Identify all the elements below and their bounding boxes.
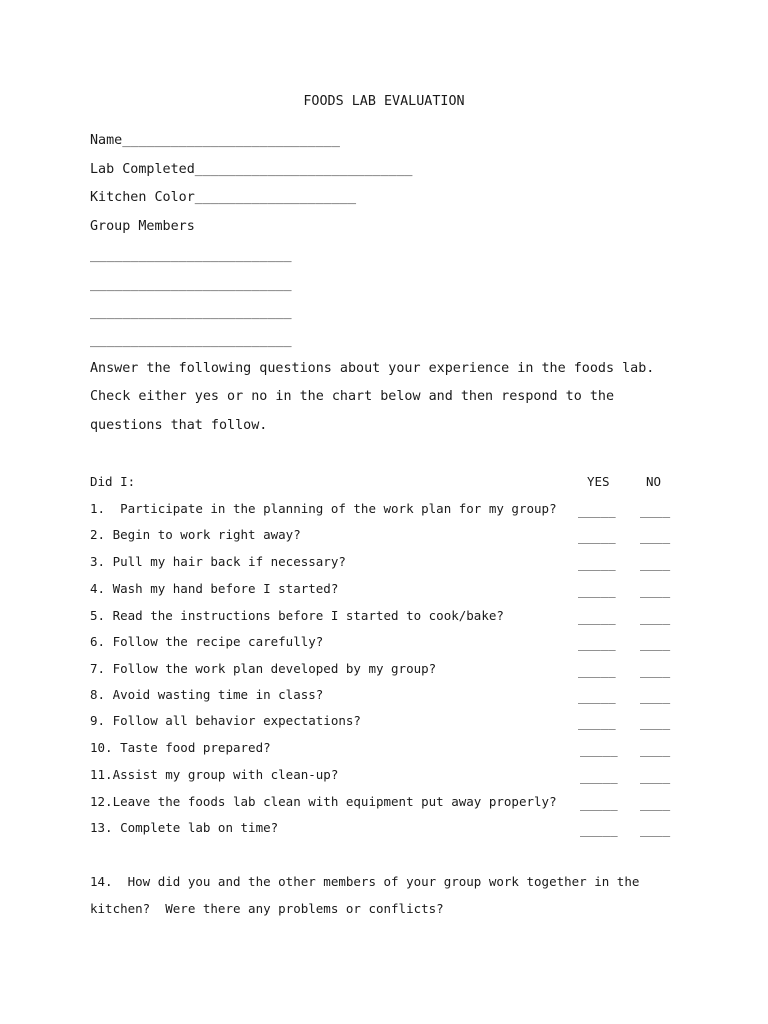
- question-text: 3. Pull my hair back if necessary?: [90, 554, 346, 569]
- yes-blank[interactable]: _____: [578, 556, 616, 571]
- question-text: 4. Wash my hand before I started?: [90, 581, 339, 596]
- kitchen-color-field[interactable]: Kitchen Color____________________: [90, 190, 357, 205]
- no-blank[interactable]: ____: [640, 529, 671, 544]
- yes-blank[interactable]: _____: [578, 715, 616, 730]
- question-14-line: kitchen? Were there any problems or conflicts?: [90, 901, 444, 916]
- yes-blank[interactable]: _____: [578, 663, 616, 678]
- yes-blank[interactable]: _____: [580, 822, 618, 837]
- yes-blank[interactable]: _____: [578, 689, 616, 704]
- instructions-line: Answer the following questions about your experience in the foods lab.: [90, 361, 655, 376]
- yes-blank[interactable]: _____: [578, 503, 616, 518]
- question-text: 1. Participate in the planning of the work plan for my group?: [90, 501, 557, 516]
- lab-completed-field[interactable]: Lab Completed___________________________: [90, 162, 413, 177]
- question-text: 12.Leave the foods lab clean with equipment put away properly?: [90, 794, 557, 809]
- question-14-line: 14. How did you and the other members of your group work together in the: [90, 874, 640, 889]
- did-i-header: Did I:: [90, 474, 136, 489]
- no-blank[interactable]: ____: [640, 663, 671, 678]
- question-text: 6. Follow the recipe carefully?: [90, 634, 324, 649]
- instructions-line: questions that follow.: [90, 418, 268, 433]
- yes-blank[interactable]: _____: [578, 636, 616, 651]
- no-column-header: NO: [646, 474, 662, 489]
- page-title: FOODS LAB EVALUATION: [303, 94, 465, 109]
- question-text: 10. Taste food prepared?: [90, 740, 271, 755]
- group-member-line[interactable]: _________________________: [90, 305, 292, 320]
- yes-blank[interactable]: _____: [578, 583, 616, 598]
- no-blank[interactable]: ____: [640, 636, 671, 651]
- question-text: 5. Read the instructions before I started to cook/bake?: [90, 608, 504, 623]
- question-text: 7. Follow the work plan developed by my group?: [90, 661, 437, 676]
- no-blank[interactable]: ____: [640, 769, 671, 784]
- group-members-label: Group Members: [90, 219, 195, 234]
- no-blank[interactable]: ____: [640, 715, 671, 730]
- no-blank[interactable]: ____: [640, 689, 671, 704]
- group-member-line[interactable]: _________________________: [90, 333, 292, 348]
- question-text: 2. Begin to work right away?: [90, 527, 301, 542]
- question-text: 11.Assist my group with clean-up?: [90, 767, 339, 782]
- no-blank[interactable]: ____: [640, 556, 671, 571]
- yes-blank[interactable]: _____: [578, 610, 616, 625]
- instructions-line: Check either yes or no in the chart below and then respond to the: [90, 389, 615, 404]
- yes-blank[interactable]: _____: [578, 529, 616, 544]
- question-text: 13. Complete lab on time?: [90, 820, 279, 835]
- no-blank[interactable]: ____: [640, 503, 671, 518]
- no-blank[interactable]: ____: [640, 796, 671, 811]
- no-blank[interactable]: ____: [640, 610, 671, 625]
- group-member-line[interactable]: _________________________: [90, 277, 292, 292]
- question-text: 8. Avoid wasting time in class?: [90, 687, 324, 702]
- no-blank[interactable]: ____: [640, 822, 671, 837]
- group-member-line[interactable]: _________________________: [90, 248, 292, 263]
- no-blank[interactable]: ____: [640, 742, 671, 757]
- name-field[interactable]: Name___________________________: [90, 133, 340, 148]
- yes-column-header: YES: [587, 474, 610, 489]
- question-text: 9. Follow all behavior expectations?: [90, 713, 361, 728]
- yes-blank[interactable]: _____: [580, 742, 618, 757]
- no-blank[interactable]: ____: [640, 583, 671, 598]
- yes-blank[interactable]: _____: [580, 769, 618, 784]
- yes-blank[interactable]: _____: [580, 796, 618, 811]
